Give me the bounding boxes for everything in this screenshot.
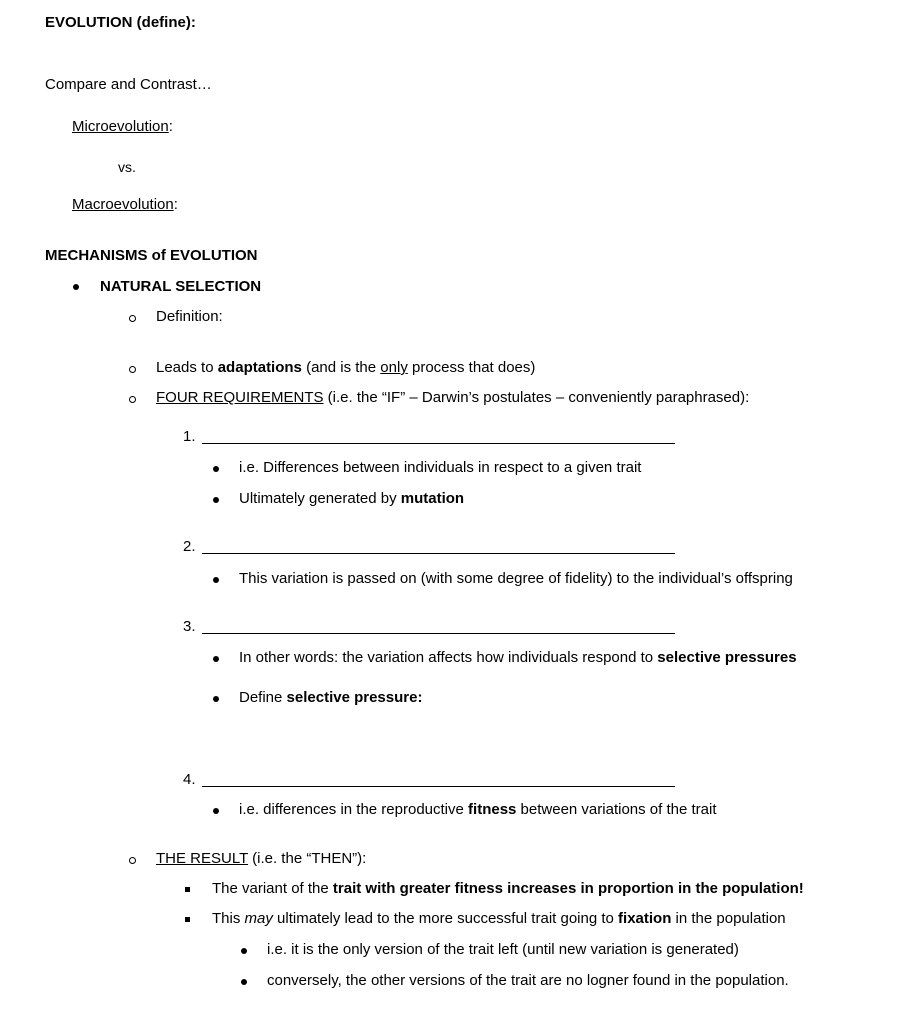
- bullet-dot-icon: [213, 466, 219, 472]
- natural-selection-heading: NATURAL SELECTION: [100, 278, 262, 295]
- bullet-dot-icon: [213, 656, 219, 662]
- bullet-dot-icon: [241, 948, 247, 954]
- hollow-bullet-icon: [129, 366, 136, 373]
- bullet-dot-icon: [213, 696, 219, 702]
- requirement-1-number: 1.: [183, 428, 196, 445]
- requirement-3-bullet-2: Define selective pressure:: [239, 689, 423, 706]
- requirement-2-number: 2.: [183, 538, 196, 555]
- hollow-bullet-icon: [129, 315, 136, 322]
- square-bullet-icon: [185, 887, 190, 892]
- result-sub-2: conversely, the other versions of the trait are no logner found in the population.: [267, 972, 789, 989]
- requirement-1-blank: [202, 443, 675, 444]
- bullet-dot-icon: [213, 497, 219, 503]
- result-line-2: This may ultimately lead to the more successful trait going to fixation in the population: [212, 910, 786, 927]
- requirement-4-number: 4.: [183, 771, 196, 788]
- four-requirements-line: FOUR REQUIREMENTS (i.e. the “IF” – Darwin’s postulates – conveniently paraphrased):: [156, 389, 750, 406]
- square-bullet-icon: [185, 917, 190, 922]
- vs-label: vs.: [118, 159, 136, 175]
- requirement-2-blank: [202, 553, 675, 554]
- evolution-heading: EVOLUTION (define):: [45, 14, 196, 31]
- microevolution-label: Microevolution:: [72, 118, 173, 135]
- hollow-bullet-icon: [129, 396, 136, 403]
- result-sub-1: i.e. it is the only version of the trait left (until new variation is generated): [267, 941, 739, 958]
- requirement-3-bullet-1: In other words: the variation affects how individuals respond to selective pressures: [239, 649, 797, 666]
- requirement-1-bullet-2: Ultimately generated by mutation: [239, 490, 465, 507]
- requirement-3-blank: [202, 633, 675, 634]
- macroevolution-label: Macroevolution:: [72, 196, 178, 213]
- result-heading: THE RESULT (i.e. the “THEN”):: [156, 850, 367, 867]
- bullet-dot-icon: [213, 808, 219, 814]
- adaptations-line: Leads to adaptations (and is the only process that does): [156, 359, 536, 376]
- result-line-1: The variant of the trait with greater fitness increases in proportion in the population!: [212, 880, 804, 897]
- requirement-1-bullet-1: i.e. Differences between individuals in respect to a given trait: [239, 459, 642, 476]
- requirement-2-bullet-1: This variation is passed on (with some degree of fidelity) to the individual’s offspring: [239, 570, 793, 587]
- requirement-4-blank: [202, 786, 675, 787]
- hollow-bullet-icon: [129, 857, 136, 864]
- definition-label: Definition:: [156, 308, 223, 325]
- mechanisms-heading: MECHANISMS of EVOLUTION: [45, 247, 258, 264]
- requirement-4-bullet-1: i.e. differences in the reproductive fitness between variations of the trait: [239, 801, 717, 818]
- compare-heading: Compare and Contrast…: [45, 76, 212, 93]
- bullet-dot-icon: [241, 979, 247, 985]
- requirement-3-number: 3.: [183, 618, 196, 635]
- bullet-dot-icon: [73, 284, 79, 290]
- bullet-dot-icon: [213, 577, 219, 583]
